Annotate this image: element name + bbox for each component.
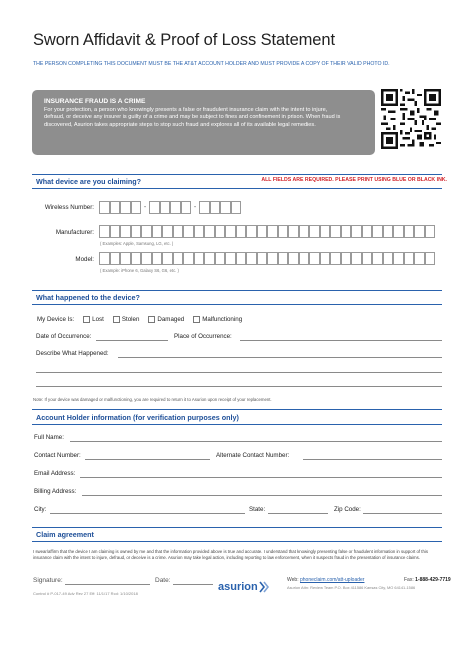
model-field[interactable] [99, 252, 435, 265]
fax-label: Fax: [404, 577, 414, 583]
alternate-contact-label: Alternate Contact Number: [216, 452, 290, 459]
place-of-occurrence-label: Place of Occurrence: [174, 333, 232, 340]
describe-field-line-1[interactable] [118, 357, 442, 358]
page-title: Sworn Affidavit & Proof of Loss Statement [33, 31, 335, 49]
footer-web [287, 577, 364, 583]
manufacturer-label: Manufacturer: [55, 229, 94, 236]
date-of-occurrence-field[interactable] [96, 340, 168, 341]
account-holder-notice: THE PERSON COMPLETING THIS DOCUMENT MUST BE THE AT&T ACCOUNT HOLDER AND MUST PROVIDE A COPY OF THEIR VALID PHOTO ID. [33, 61, 390, 67]
email-label: Email Address: [34, 470, 76, 477]
option-damaged[interactable]: Damaged [148, 316, 184, 323]
section-rule-happened-bottom [32, 304, 442, 305]
return-device-note: Note: If your device was damaged or malfunctioning, you are required to return it to Asurion upon receipt of your replacement. [33, 397, 272, 402]
web-label: Web: [287, 577, 299, 583]
section-rule-claim-bottom [32, 541, 442, 542]
upload-link[interactable]: phoneclaim.com/att-uploader [299, 577, 365, 583]
asurion-logo-icon [259, 581, 269, 593]
describe-field-line-2[interactable] [36, 372, 442, 373]
full-name-label: Full Name: [34, 434, 64, 441]
stolen-checkbox[interactable] [113, 316, 120, 323]
wireless-number-label: Wireless Number: [44, 204, 94, 211]
email-field[interactable] [80, 477, 442, 478]
describe-field-line-3[interactable] [36, 386, 442, 387]
section-rule-device [32, 174, 442, 175]
state-label: State: [249, 506, 266, 513]
mailing-address: Asurion Attn: Review Team P.O. Box 411586 Kansas City, MO 64141-1586 [287, 585, 416, 590]
section-rule-happened [32, 290, 442, 291]
section-heading-happened: What happened to the device? [36, 293, 140, 302]
alternate-contact-field[interactable] [303, 459, 442, 460]
section-rule-device-bottom [32, 188, 442, 189]
manufacturer-hint: ( Examples: Apple, Samsung, LG, etc. ) [100, 241, 174, 246]
option-lost[interactable]: Lost [83, 316, 104, 323]
section-rule-holder-bottom [32, 424, 442, 425]
control-number: Control # P-017-49 Adv Rev 27 Eff: 11/1/17 Rcd: 1/10/2018 [33, 591, 138, 596]
device-status-label: My Device Is: [37, 316, 75, 323]
required-fields-notice: ALL FIELDS ARE REQUIRED. PLEASE PRINT USING BLUE OR BLACK INK. [261, 177, 447, 183]
wireless-number-field[interactable]: - - [99, 201, 241, 214]
lost-checkbox[interactable] [83, 316, 90, 323]
fraud-warning-heading: INSURANCE FRAUD IS A CRIME [44, 98, 146, 105]
device-status-row [37, 316, 242, 323]
zip-field[interactable] [363, 513, 442, 514]
city-label: City: [34, 506, 47, 513]
option-malfunctioning[interactable]: Malfunctioning [193, 316, 242, 323]
state-field[interactable] [268, 513, 328, 514]
zip-label: Zip Code: [334, 506, 361, 513]
signature-label: Signature: [33, 577, 63, 584]
billing-address-field[interactable] [82, 495, 442, 496]
date-of-occurrence-label: Date of Occurrence: [36, 333, 92, 340]
signature-date-field[interactable] [173, 584, 213, 585]
contact-number-label: Contact Number: [34, 452, 81, 459]
model-label: Model: [75, 256, 94, 263]
footer-fax [404, 577, 451, 583]
model-hint: ( Example: iPhone 6, Galaxy S6, G6, etc. ) [100, 268, 179, 273]
fraud-warning-box [32, 90, 375, 155]
fraud-warning-text: For your protection, a person who knowingly presents a false or fraudulent insurance claim with the intent to injure, defraud, or deceive any insurer is guilty of a crime and may be subject to fines and confinement in prison. When fraud is discovered, Asurion takes appropriate steps to stop such fraud and explores all of its available legal remedies. [44, 107, 341, 128]
fax-number: 1-888-429-7719 [415, 577, 451, 583]
full-name-field[interactable] [70, 441, 442, 442]
section-heading-holder: Account Holder information (for verification purposes only) [36, 413, 239, 422]
claim-agreement-text: I swear/affirm that the device I am claiming is owned by me and that the information provided above is true and accurate. I understand that knowingly presenting false or fraudulent information in support of this insurance claim with the intent to injure, defraud, or deceive is a crime. Asurion may take legal action, including reporting to law enforcement, when it suspects fraud in the presentation of insurance claims. [33, 549, 428, 560]
malfunctioning-checkbox[interactable] [193, 316, 200, 323]
section-heading-claim: Claim agreement [36, 530, 94, 539]
signature-date-label: Date: [155, 577, 171, 584]
manufacturer-field[interactable] [99, 225, 435, 238]
contact-number-field[interactable] [85, 459, 210, 460]
qr-code-icon[interactable] [381, 89, 441, 149]
damaged-checkbox[interactable] [148, 316, 155, 323]
city-field[interactable] [50, 513, 245, 514]
option-stolen[interactable]: Stolen [113, 316, 140, 323]
signature-field[interactable] [65, 584, 150, 585]
section-rule-holder [32, 409, 442, 410]
asurion-logo: asurion [218, 581, 258, 593]
place-of-occurrence-field[interactable] [240, 340, 442, 341]
billing-address-label: Billing Address: [34, 488, 77, 495]
section-rule-claim [32, 527, 442, 528]
describe-label: Describe What Happened: [36, 350, 109, 357]
section-heading-device: What device are you claiming? [36, 177, 142, 186]
